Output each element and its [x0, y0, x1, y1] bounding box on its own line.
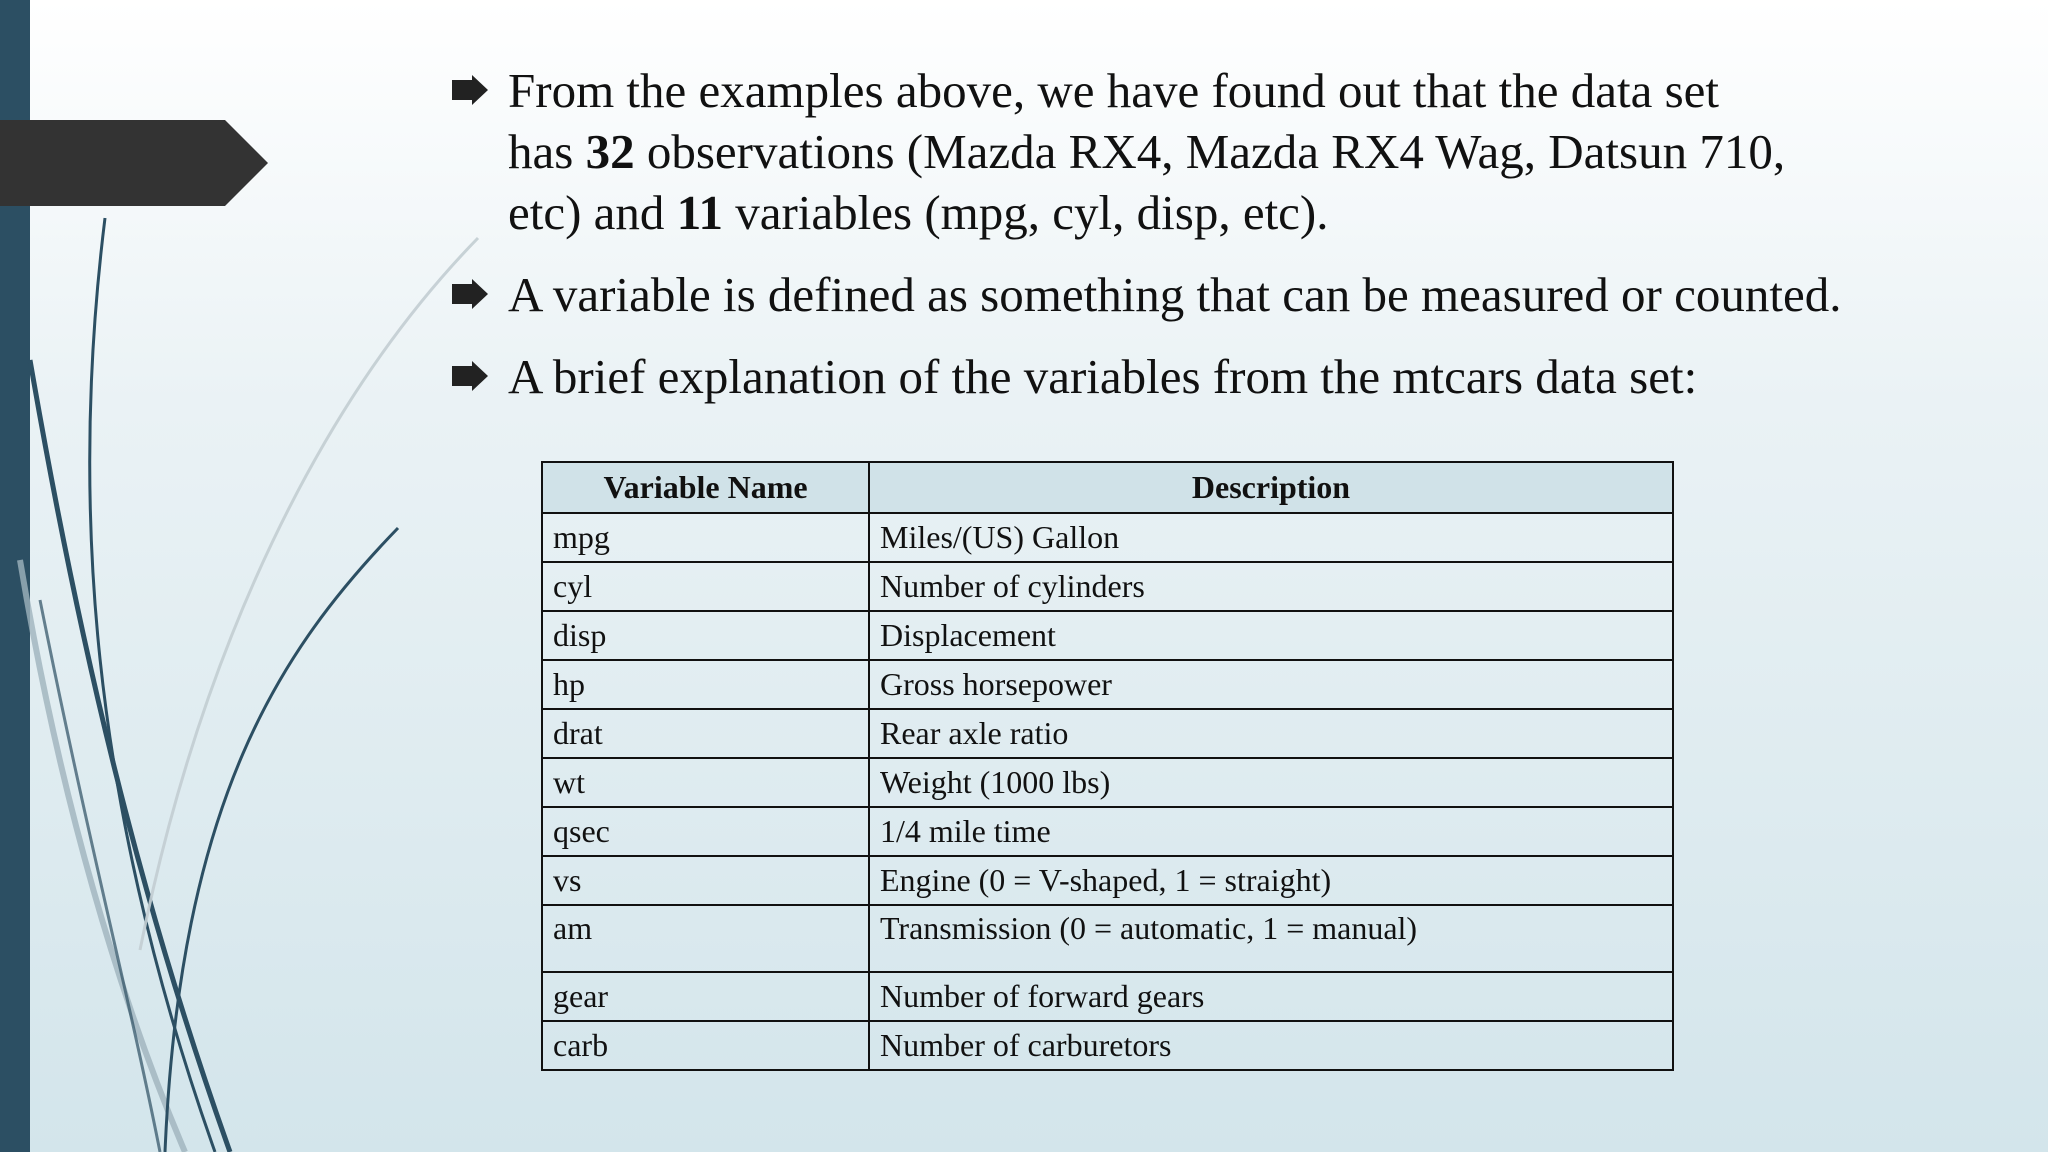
observations-count: 32	[585, 124, 635, 179]
bullet-3-text: A brief explanation of the variables from the mtcars data set:	[508, 349, 1698, 404]
description-cell: Number of forward gears	[869, 972, 1673, 1021]
variable-name-cell: cyl	[542, 562, 869, 611]
bullet-1-line-3c: variables (mpg, cyl, disp, etc).	[722, 185, 1329, 240]
description-cell: 1/4 mile time	[869, 807, 1673, 856]
description-cell: Weight (1000 lbs)	[869, 758, 1673, 807]
description-cell: Transmission (0 = automatic, 1 = manual)	[869, 905, 1673, 972]
variable-name-cell: vs	[542, 856, 869, 905]
variables-table	[541, 461, 1674, 1071]
table-row	[542, 972, 1673, 1021]
header-description: Description	[869, 462, 1673, 513]
variable-name-cell: hp	[542, 660, 869, 709]
table-header-row	[542, 462, 1673, 513]
arrow-tab-shape	[0, 120, 270, 206]
description-cell: Miles/(US) Gallon	[869, 513, 1673, 562]
table-row	[542, 856, 1673, 905]
description-cell: Rear axle ratio	[869, 709, 1673, 758]
bullet-1-line-1: From the examples above, we have found out that the data set	[508, 63, 1720, 118]
table-row	[542, 611, 1673, 660]
bullet-item-dataset-summary	[450, 60, 2010, 243]
table-row	[542, 562, 1673, 611]
bullet-1-line-3a: etc) and	[508, 185, 677, 240]
description-cell: Displacement	[869, 611, 1673, 660]
description-cell: Number of cylinders	[869, 562, 1673, 611]
arrow-bullet-icon	[452, 75, 492, 105]
arrow-bullet-icon	[452, 279, 492, 309]
table-row	[542, 758, 1673, 807]
variables-count: 11	[676, 185, 723, 240]
variable-name-cell: gear	[542, 972, 869, 1021]
variable-name-cell: mpg	[542, 513, 869, 562]
bullet-item-table-intro	[450, 346, 2010, 407]
bullet-2-text: A variable is defined as something that can be measured or counted.	[508, 267, 1842, 322]
variable-name-cell: am	[542, 905, 869, 972]
table-row	[542, 905, 1673, 972]
bullet-item-variable-definition	[450, 264, 2010, 325]
variable-name-cell: drat	[542, 709, 869, 758]
table-row	[542, 1021, 1673, 1070]
variable-name-cell: wt	[542, 758, 869, 807]
variable-name-cell: carb	[542, 1021, 869, 1070]
description-cell: Number of carburetors	[869, 1021, 1673, 1070]
header-variable-name: Variable Name	[542, 462, 869, 513]
description-cell: Engine (0 = V-shaped, 1 = straight)	[869, 856, 1673, 905]
table-row	[542, 807, 1673, 856]
variable-name-cell: disp	[542, 611, 869, 660]
bullet-list	[450, 60, 2010, 428]
variable-name-cell: qsec	[542, 807, 869, 856]
table-row	[542, 709, 1673, 758]
bullet-1-line-2a: has	[508, 124, 586, 179]
table-row	[542, 513, 1673, 562]
arrow-bullet-icon	[452, 361, 492, 391]
description-cell: Gross horsepower	[869, 660, 1673, 709]
bullet-1-line-2c: observations (Mazda RX4, Mazda RX4 Wag, Datsun 710,	[634, 124, 1786, 179]
table-row	[542, 660, 1673, 709]
